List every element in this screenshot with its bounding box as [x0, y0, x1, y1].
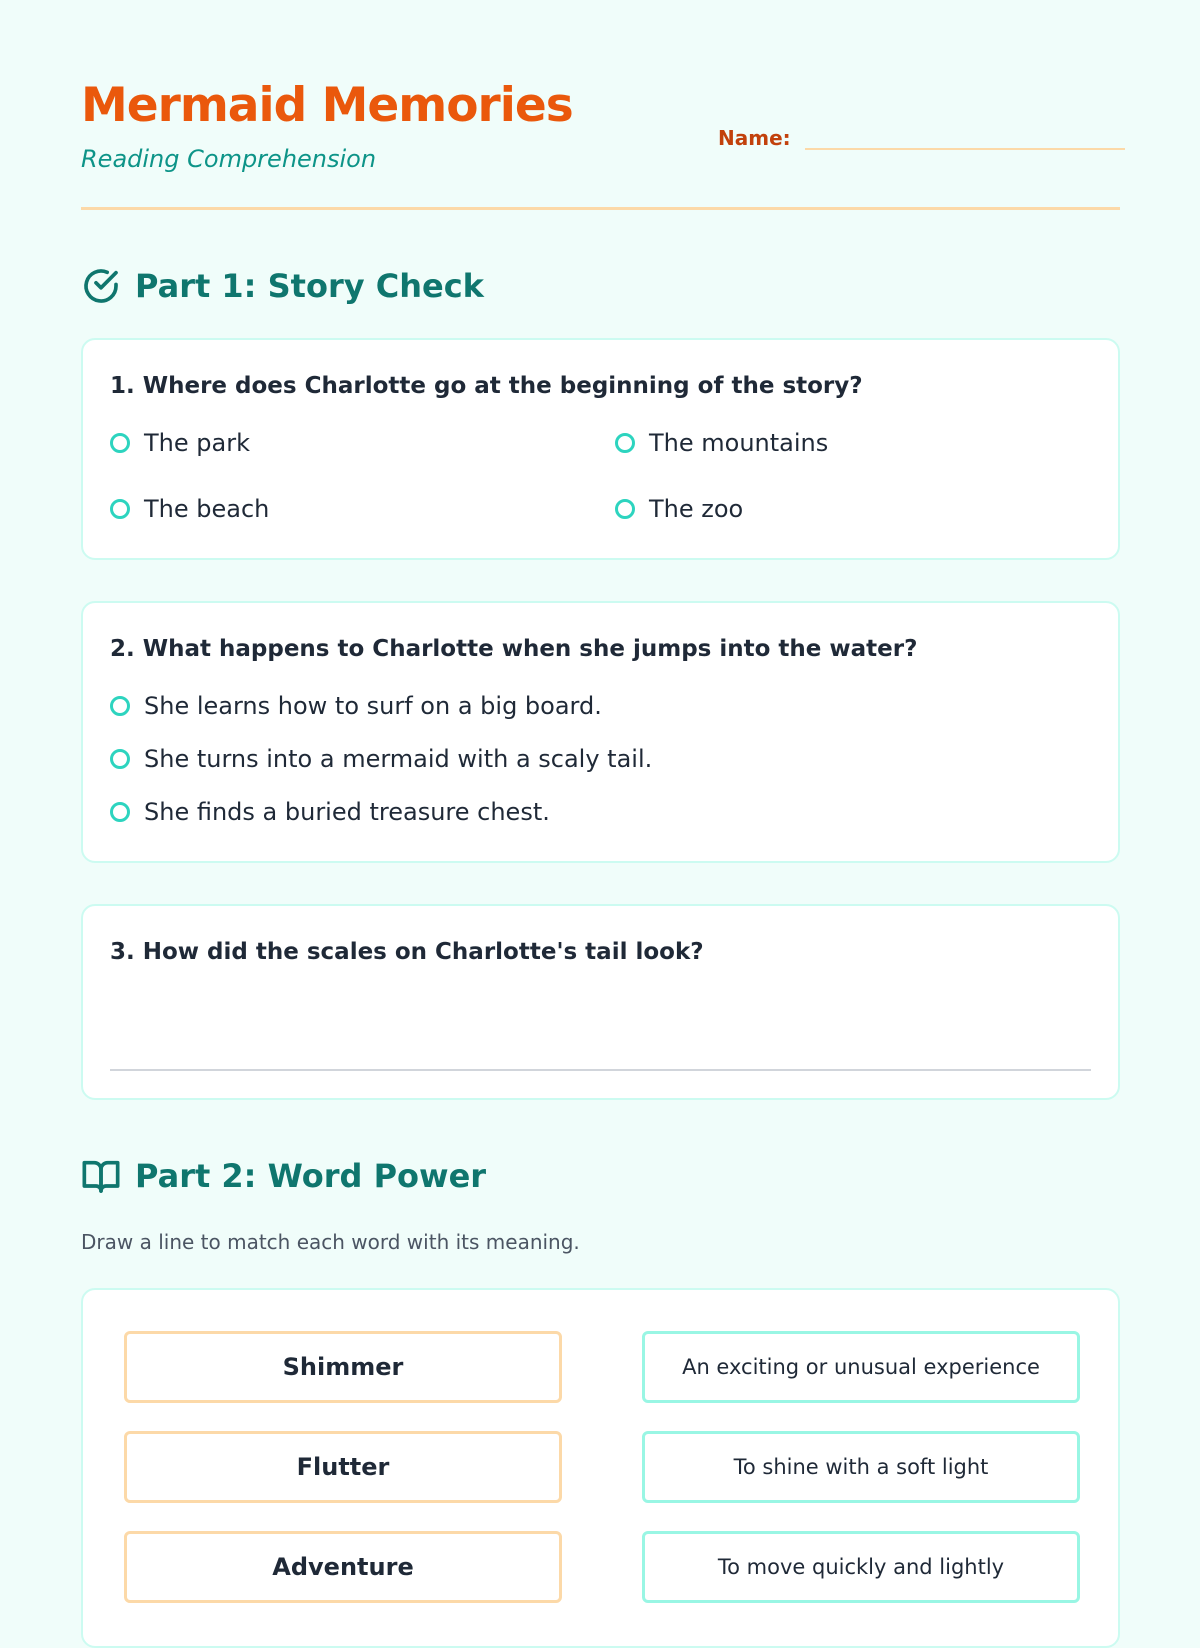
- question-text: 2. What happens to Charlotte when she jumps into the water?: [110, 636, 918, 662]
- meaning-box-3[interactable]: To move quickly and lightly: [642, 1531, 1080, 1603]
- option-q1-b[interactable]: [615, 429, 828, 457]
- part1-heading: [81, 266, 484, 306]
- book-open-icon: [81, 1156, 121, 1196]
- radio-button[interactable]: [110, 802, 130, 822]
- meaning-box-2[interactable]: To shine with a soft light: [642, 1431, 1080, 1503]
- option-q2-b[interactable]: [110, 745, 652, 773]
- word-box-shimmer[interactable]: Shimmer: [124, 1331, 562, 1403]
- part2-heading: [81, 1156, 486, 1196]
- name-input-line[interactable]: [805, 116, 1125, 150]
- option-q2-a[interactable]: [110, 692, 602, 720]
- radio-button[interactable]: [110, 696, 130, 716]
- radio-button[interactable]: [110, 499, 130, 519]
- radio-button[interactable]: [615, 499, 635, 519]
- part1-heading-text: Part 1: Story Check: [135, 267, 484, 305]
- question-card-1: [81, 338, 1120, 560]
- option-label: The mountains: [649, 429, 829, 457]
- name-field: [718, 116, 1125, 150]
- option-q1-c[interactable]: [110, 495, 269, 523]
- word-box-adventure[interactable]: Adventure: [124, 1531, 562, 1603]
- option-label: The zoo: [649, 495, 744, 523]
- worksheet-subtitle: Reading Comprehension: [81, 145, 377, 173]
- question-text: 1. Where does Charlotte go at the beginning of the story?: [110, 373, 863, 399]
- worksheet-title: Mermaid Memories: [81, 78, 573, 133]
- option-label: She turns into a mermaid with a scaly tail.: [144, 745, 653, 773]
- option-label: She finds a buried treasure chest.: [144, 798, 550, 826]
- radio-button[interactable]: [615, 433, 635, 453]
- matching-card: [81, 1288, 1120, 1648]
- matching-instructions: Draw a line to match each word with its meaning.: [81, 1230, 580, 1254]
- word-box-flutter[interactable]: Flutter: [124, 1431, 562, 1503]
- option-label: The beach: [144, 495, 270, 523]
- question-card-3: [81, 904, 1120, 1100]
- option-label: She learns how to surf on a big board.: [144, 692, 602, 720]
- worksheet-header: [81, 0, 1120, 210]
- check-circle-icon: [81, 266, 121, 306]
- question-text: 3. How did the scales on Charlotte's tail look?: [110, 939, 704, 965]
- worksheet-page: [81, 0, 1120, 1581]
- question-card-2: [81, 601, 1120, 863]
- radio-button[interactable]: [110, 749, 130, 769]
- answer-line[interactable]: [110, 1069, 1091, 1071]
- radio-button[interactable]: [110, 433, 130, 453]
- option-q1-d[interactable]: [615, 495, 743, 523]
- name-label: Name:: [718, 126, 791, 150]
- option-q2-c[interactable]: [110, 798, 550, 826]
- meaning-box-1[interactable]: An exciting or unusual experience: [642, 1331, 1080, 1403]
- part2-heading-text: Part 2: Word Power: [135, 1157, 487, 1195]
- option-q1-a[interactable]: [110, 429, 250, 457]
- option-label: The park: [144, 429, 250, 457]
